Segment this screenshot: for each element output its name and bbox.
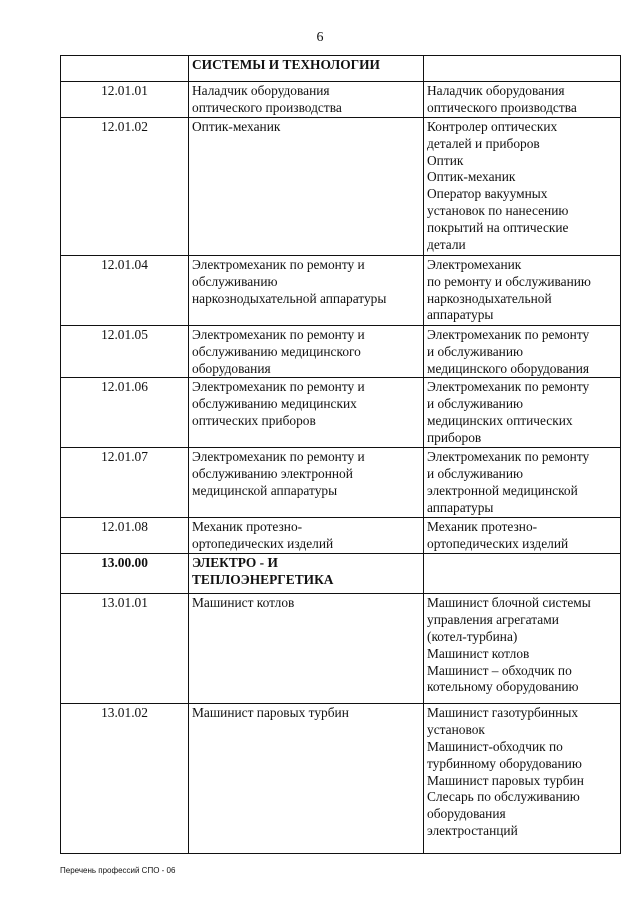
related-profession-line: установок по нанесению [427,202,569,218]
profession-name-line: обслуживанию электронной [192,466,353,482]
related-profession-line: Электромеханик [427,257,522,272]
profession-name-line: обслуживанию медицинских [192,396,357,412]
related-profession-line: Машинист котлов [427,645,530,661]
profession-name-line: Наладчик оборудования [192,83,330,98]
row-code: 13.01.01 [61,594,189,704]
row-related-professions [424,518,621,554]
related-profession-line: по ремонту и обслуживанию [427,273,591,289]
profession-name-line: Электромеханик по ремонту и [192,379,365,395]
related-profession-line: покрытий на оптические [427,219,569,235]
related-profession-line: Машинист – обходчик по [427,662,572,678]
related-profession-line: Машинист-обходчик по [427,738,563,754]
row-related-professions [424,594,621,704]
related-profession-line: установок [427,722,485,738]
profession-name-line: оборудования [192,360,271,376]
row-related-professions [424,326,621,378]
related-profession-line: Электромеханик по ремонту [427,327,590,342]
profession-name-line: оптического производства [192,99,342,115]
row-profession-name [189,594,424,704]
table-row [61,518,621,554]
related-profession-line: ортопедических изделий [427,536,569,552]
row-code: 12.01.02 [61,118,189,256]
related-profession-line: электронной медицинской [427,482,578,498]
row-related-professions [424,56,621,82]
table-row [61,56,621,82]
related-profession-line: и обслуживанию [427,396,524,412]
related-profession-line: Машинист газотурбинных [427,705,579,721]
row-code: 13.01.02 [61,704,189,854]
professions-table [60,55,621,854]
related-profession-line: Оптик-механик [427,169,516,185]
table-row [61,118,621,256]
row-related-professions [424,704,621,854]
row-profession-name [189,82,424,118]
profession-name-line: обслуживанию [192,273,278,289]
related-profession-line: Машинист блочной системы [427,595,591,611]
row-code: 12.01.01 [61,82,189,118]
row-code: 12.01.05 [61,326,189,378]
profession-name-line: Электромеханик по ремонту и [192,257,365,272]
related-profession-line: Механик протезно- [427,519,538,535]
related-profession-line: котельному оборудованию [427,679,579,695]
row-profession-name [189,118,424,256]
related-profession-line: управления агрегатами [427,612,559,628]
row-profession-name [189,448,424,518]
related-profession-line: Машинист паровых турбин [427,772,584,788]
profession-name-line: ортопедических изделий [192,536,334,552]
related-profession-line: аппаратуры [427,499,494,515]
table-row [61,448,621,518]
row-profession-name [189,704,424,854]
related-profession-line: Наладчик оборудования [427,83,565,98]
row-profession-name [189,326,424,378]
row-profession-name [189,378,424,448]
related-profession-line: Оператор вакуумных [427,186,548,202]
table-row [61,554,621,594]
profession-name-line: ТЕПЛОЭНЕРГЕТИКА [192,572,334,588]
profession-name-line: обслуживанию медицинского [192,343,361,359]
related-profession-line: наркознодыхательной [427,290,552,306]
row-code: 12.01.08 [61,518,189,554]
related-profession-line: электростанций [427,822,518,838]
related-profession-line: оборудования [427,806,506,822]
professions-table-body [61,56,621,854]
related-profession-line: и обслуживанию [427,343,524,359]
row-related-professions [424,118,621,256]
related-profession-line: Электромеханик по ремонту [427,379,590,395]
related-profession-line: оптического производства [427,99,577,115]
row-profession-name [189,518,424,554]
related-profession-line: аппаратуры [427,307,494,323]
profession-name-line: Оптик-механик [192,119,281,134]
row-related-professions [424,82,621,118]
table-row [61,82,621,118]
related-profession-line: деталей и приборов [427,135,540,151]
table-row [61,326,621,378]
row-profession-name [189,554,424,594]
page-number: 6 [316,30,324,45]
related-profession-line: и обслуживанию [427,466,524,482]
footer-text: Перечень профессий СПО - 06 [60,866,176,875]
profession-name-line: Машинист паровых турбин [192,705,349,721]
related-profession-line: детали [427,236,466,252]
related-profession-line: приборов [427,429,482,445]
row-related-professions [424,554,621,594]
row-related-professions [424,378,621,448]
row-related-professions [424,256,621,326]
table-row [61,594,621,704]
row-code: 12.01.06 [61,378,189,448]
related-profession-line: Оптик [427,152,464,168]
table-row [61,704,621,854]
profession-name-line: Электромеханик по ремонту и [192,449,365,465]
row-related-professions [424,448,621,518]
row-profession-name [189,56,424,82]
table-row [61,256,621,326]
related-profession-line: Электромеханик по ремонту [427,449,590,465]
related-profession-line: медицинского оборудования [427,360,590,376]
profession-name-line: оптических приборов [192,412,316,428]
related-profession-line: турбинному оборудованию [427,755,582,771]
related-profession-line: Слесарь по обслуживанию [427,789,580,805]
row-code [61,56,189,82]
profession-name-line: медицинской аппаратуры [192,482,338,498]
related-profession-line: медицинских оптических [427,412,573,428]
profession-name-line: Механик протезно- [192,519,303,535]
profession-name-line: Машинист котлов [192,595,295,611]
profession-name-line: ЭЛЕКТРО - И [192,555,278,571]
row-profession-name [189,256,424,326]
profession-name-line: Электромеханик по ремонту и [192,327,365,342]
related-profession-line: Контролер оптических [427,119,558,134]
row-code: 12.01.04 [61,256,189,326]
row-code: 13.00.00 [61,554,189,594]
row-code: 12.01.07 [61,448,189,518]
profession-name-line: СИСТЕМЫ И ТЕХНОЛОГИИ [192,57,380,72]
related-profession-line: (котел-турбина) [427,628,518,644]
table-row [61,378,621,448]
profession-name-line: наркознодыхательной аппаратуры [192,290,387,306]
